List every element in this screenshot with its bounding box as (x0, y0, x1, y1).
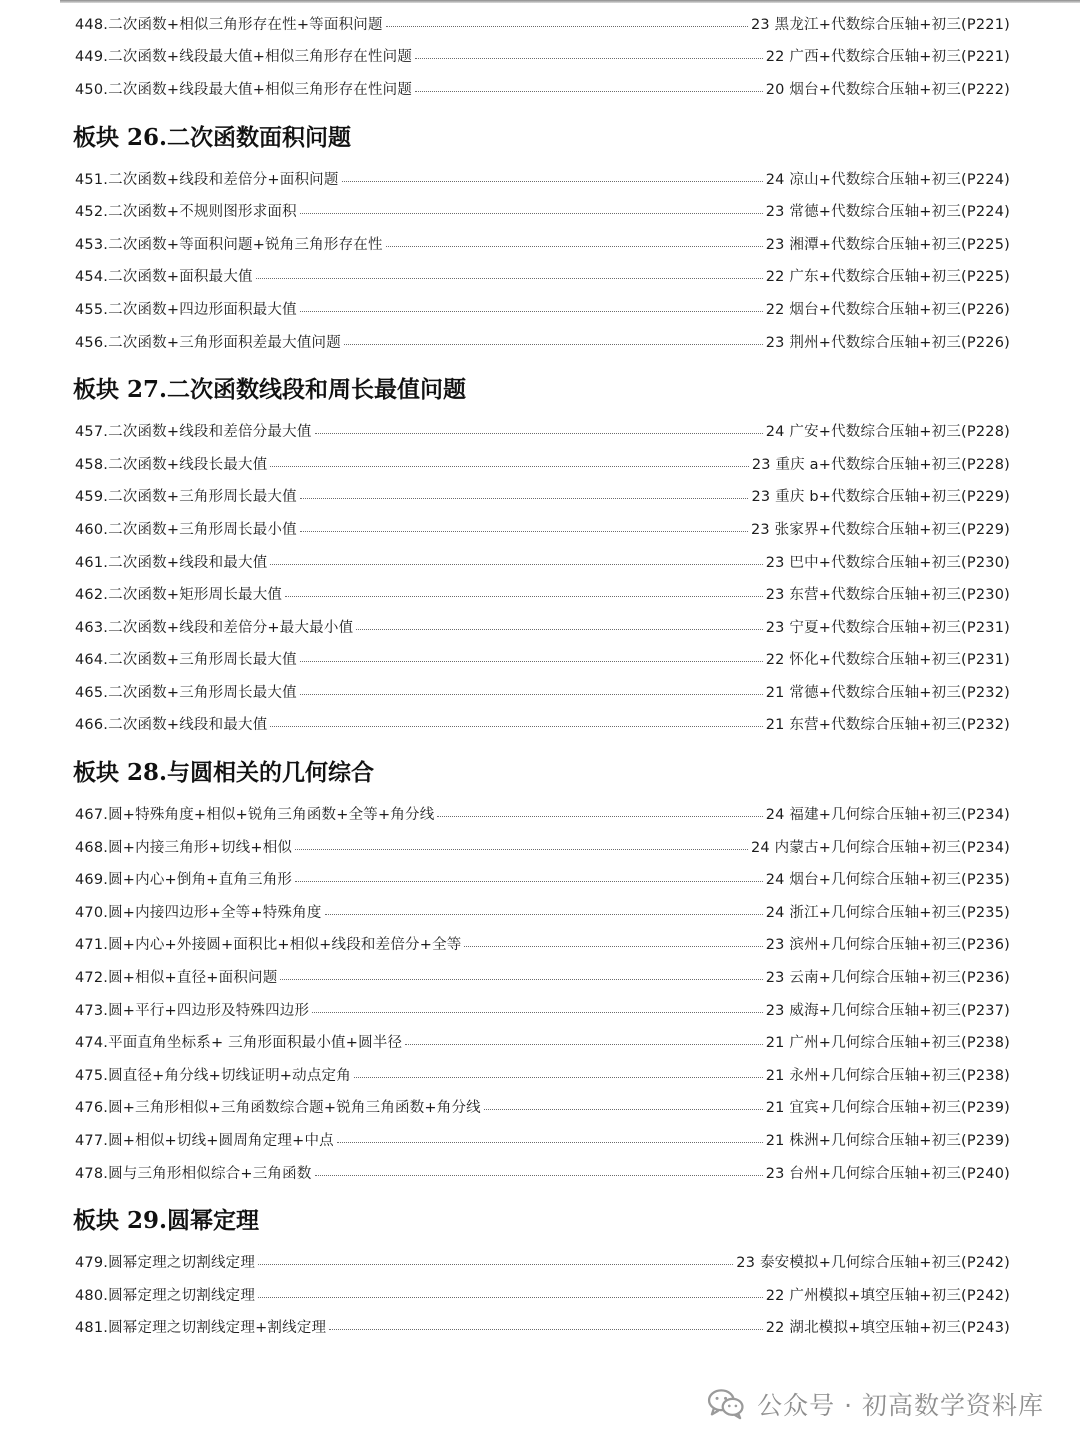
toc-entry (75, 862, 1010, 895)
section-heading: 板块 26.二次函数面积问题 (73, 123, 352, 151)
toc-entry (75, 1091, 1010, 1124)
entry-source: 23 湘潭+代数综合压轴+初三(P225) (765, 236, 1010, 253)
toc-entry (75, 675, 1010, 708)
entry-source: 21 常德+代数综合压轴+初三(P232) (765, 684, 1010, 701)
dot-leader (312, 1012, 763, 1013)
dot-leader (356, 629, 762, 630)
dot-leader (270, 466, 748, 467)
toc-entry (75, 797, 1010, 830)
dot-leader (354, 1077, 763, 1078)
dot-leader (344, 344, 763, 345)
toc-entry (75, 194, 1010, 227)
entry-title: 472.圆+相似+直径+面积问题 (75, 970, 278, 987)
dot-leader (258, 1264, 733, 1265)
entry-title: 455.二次函数+四边形面积最大值 (75, 301, 297, 318)
entry-title: 458.二次函数+线段长最大值 (75, 456, 268, 473)
entry-source: 23 台州+几何综合压轴+初三(P240) (765, 1165, 1010, 1182)
entry-source: 22 湖北模拟+填空压轴+初三(P243) (765, 1320, 1010, 1337)
entry-title: 467.圆+特殊角度+相似+锐角三角函数+全等+角分线 (75, 807, 435, 824)
entry-source: 24 烟台+几何综合压轴+初三(P235) (765, 872, 1010, 889)
entry-source: 21 东营+代数综合压轴+初三(P232) (765, 717, 1010, 734)
entry-source: 22 怀化+代数综合压轴+初三(P231) (765, 652, 1010, 669)
section-heading: 板块 28.与圆相关的几何综合 (73, 759, 375, 787)
table-of-contents (75, 7, 1010, 1343)
toc-entry (75, 1311, 1010, 1344)
dot-leader (256, 278, 763, 279)
entry-source: 23 滨州+几何综合压轴+初三(P236) (765, 937, 1010, 954)
toc-entry (75, 72, 1010, 105)
toc-entry (75, 1278, 1010, 1311)
entry-title: 450.二次函数+线段最大值+相似三角形存在性问题 (75, 81, 413, 98)
entry-source: 23 云南+几何综合压轴+初三(P236) (765, 970, 1010, 987)
entry-source: 21 永州+几何综合压轴+初三(P238) (765, 1067, 1010, 1084)
entry-title: 478.圆与三角形相似综合+三角函数 (75, 1165, 312, 1182)
watermark (707, 1386, 1044, 1422)
dot-leader (285, 596, 763, 597)
dot-leader (325, 914, 763, 915)
entry-title: 461.二次函数+线段和最大值 (75, 554, 268, 571)
toc-entry (75, 325, 1010, 358)
wechat-icon (707, 1388, 745, 1420)
entry-source: 23 张家界+代数综合压轴+初三(P229) (751, 521, 1010, 538)
toc-entry (75, 1245, 1010, 1278)
dot-leader (342, 181, 763, 182)
page-top-edge (60, 0, 1080, 3)
dot-leader (415, 58, 763, 59)
dot-leader (300, 694, 763, 695)
toc-entry (75, 610, 1010, 643)
entry-source: 21 株洲+几何综合压轴+初三(P239) (765, 1133, 1010, 1150)
entry-source: 22 广东+代数综合压轴+初三(P225) (765, 269, 1010, 286)
toc-entry (75, 162, 1010, 195)
entry-title: 480.圆幂定理之切割线定理 (75, 1287, 256, 1304)
toc-entry (75, 480, 1010, 513)
entry-source: 22 广西+代数综合压轴+初三(P221) (765, 49, 1010, 66)
dot-leader (386, 246, 763, 247)
entry-title: 451.二次函数+线段和差倍分+面积问题 (75, 171, 339, 188)
entry-title: 454.二次函数+面积最大值 (75, 269, 253, 286)
toc-entry (75, 830, 1010, 863)
dot-leader (300, 213, 763, 214)
entry-source: 23 重庆 a+代数综合压轴+初三(P228) (751, 456, 1010, 473)
entry-title: 457.二次函数+线段和差倍分最大值 (75, 424, 312, 441)
dot-leader (300, 661, 763, 662)
dot-leader (484, 1109, 763, 1110)
entry-title: 468.圆+内接三角形+切线+相似 (75, 839, 293, 856)
dot-leader (386, 26, 748, 27)
entry-title: 463.二次函数+线段和差倍分+最大最小值 (75, 619, 354, 636)
dot-leader (258, 1297, 763, 1298)
dot-leader (415, 91, 763, 92)
dot-leader (437, 816, 762, 817)
entry-source: 21 广州+几何综合压轴+初三(P238) (765, 1035, 1010, 1052)
entry-source: 23 黑龙江+代数综合压轴+初三(P221) (751, 16, 1010, 33)
entry-source: 23 宁夏+代数综合压轴+初三(P231) (765, 619, 1010, 636)
dot-leader (315, 433, 763, 434)
entry-source: 22 烟台+代数综合压轴+初三(P226) (765, 301, 1010, 318)
toc-entry (75, 447, 1010, 480)
entry-title: 464.二次函数+三角形周长最大值 (75, 652, 297, 669)
toc-entry (75, 227, 1010, 260)
dot-leader (329, 1329, 762, 1330)
entry-title: 477.圆+相似+切线+圆周角定理+中点 (75, 1133, 334, 1150)
section-heading: 板块 29.圆幂定理 (73, 1207, 260, 1235)
entry-title: 466.二次函数+线段和最大值 (75, 717, 268, 734)
dot-leader (270, 564, 762, 565)
entry-title: 475.圆直径+角分线+切线证明+动点定角 (75, 1067, 351, 1084)
toc-entry (75, 1156, 1010, 1189)
entry-source: 21 宜宾+几何综合压轴+初三(P239) (765, 1100, 1010, 1117)
toc-entry (75, 1058, 1010, 1091)
dot-leader (300, 531, 748, 532)
entry-source: 23 东营+代数综合压轴+初三(P230) (765, 587, 1010, 604)
dot-leader (295, 849, 748, 850)
entry-title: 479.圆幂定理之切割线定理 (75, 1255, 256, 1272)
entry-source: 24 内蒙古+几何综合压轴+初三(P234) (751, 839, 1010, 856)
dot-leader (464, 946, 762, 947)
entry-title: 473.圆+平行+四边形及特殊四边形 (75, 1002, 310, 1019)
entry-source: 24 广安+代数综合压轴+初三(P228) (765, 424, 1010, 441)
watermark-text: 公众号 · 初高数学资料库 (757, 1391, 1044, 1420)
toc-entry (75, 545, 1010, 578)
toc-entry (75, 1123, 1010, 1156)
dot-leader (337, 1142, 763, 1143)
entry-source: 24 凉山+代数综合压轴+初三(P224) (765, 171, 1010, 188)
entry-title: 456.二次函数+三角形面积差最大值问题 (75, 334, 341, 351)
entry-title: 452.二次函数+不规则图形求面积 (75, 204, 297, 221)
entry-title: 448.二次函数+相似三角形存在性+等面积问题 (75, 16, 383, 33)
entry-title: 476.圆+三角形相似+三角函数综合题+锐角三角函数+角分线 (75, 1100, 481, 1117)
entry-source: 23 威海+几何综合压轴+初三(P237) (765, 1002, 1010, 1019)
dot-leader (270, 726, 762, 727)
entry-title: 462.二次函数+矩形周长最大值 (75, 587, 283, 604)
section-heading: 板块 27.二次函数线段和周长最值问题 (73, 376, 467, 404)
entry-source: 23 常德+代数综合压轴+初三(P224) (765, 204, 1010, 221)
entry-title: 471.圆+内心+外接圆+面积比+相似+线段和差倍分+全等 (75, 937, 462, 954)
entry-title: 474.平面直角坐标系+ 三角形面积最小值+圆半径 (75, 1035, 403, 1052)
entry-source: 23 荆州+代数综合压轴+初三(P226) (765, 334, 1010, 351)
entry-title: 465.二次函数+三角形周长最大值 (75, 684, 297, 701)
toc-entry (75, 414, 1010, 447)
toc-entry (75, 960, 1010, 993)
entry-title: 449.二次函数+线段最大值+相似三角形存在性问题 (75, 49, 413, 66)
toc-entry (75, 512, 1010, 545)
toc-entry (75, 260, 1010, 293)
entry-source: 20 烟台+代数综合压轴+初三(P222) (765, 81, 1010, 98)
entry-title: 481.圆幂定理之切割线定理+割线定理 (75, 1320, 327, 1337)
entry-source: 23 泰安模拟+几何综合压轴+初三(P242) (736, 1255, 1010, 1272)
dot-leader (295, 881, 763, 882)
entry-source: 24 福建+几何综合压轴+初三(P234) (765, 807, 1010, 824)
entry-source: 22 广州模拟+填空压轴+初三(P242) (765, 1287, 1010, 1304)
toc-entry (75, 577, 1010, 610)
entry-title: 459.二次函数+三角形周长最大值 (75, 489, 297, 506)
dot-leader (280, 979, 762, 980)
entry-title: 453.二次函数+等面积问题+锐角三角形存在性 (75, 236, 383, 253)
entry-title: 469.圆+内心+倒角+直角三角形 (75, 872, 293, 889)
toc-entry (75, 643, 1010, 676)
entry-source: 24 浙江+几何综合压轴+初三(P235) (765, 904, 1010, 921)
dot-leader (315, 1175, 763, 1176)
entry-source: 23 巴中+代数综合压轴+初三(P230) (765, 554, 1010, 571)
toc-entry (75, 292, 1010, 325)
dot-leader (300, 498, 749, 499)
entry-source: 23 重庆 b+代数综合压轴+初三(P229) (751, 489, 1010, 506)
dot-leader (300, 311, 763, 312)
entry-title: 460.二次函数+三角形周长最小值 (75, 521, 297, 538)
toc-entry (75, 993, 1010, 1026)
toc-entry (75, 928, 1010, 961)
toc-entry (75, 1025, 1010, 1058)
toc-entry (75, 7, 1010, 40)
dot-leader (405, 1044, 763, 1045)
toc-entry (75, 895, 1010, 928)
toc-entry (75, 708, 1010, 741)
toc-entry (75, 40, 1010, 73)
entry-title: 470.圆+内接四边形+全等+特殊角度 (75, 904, 322, 921)
